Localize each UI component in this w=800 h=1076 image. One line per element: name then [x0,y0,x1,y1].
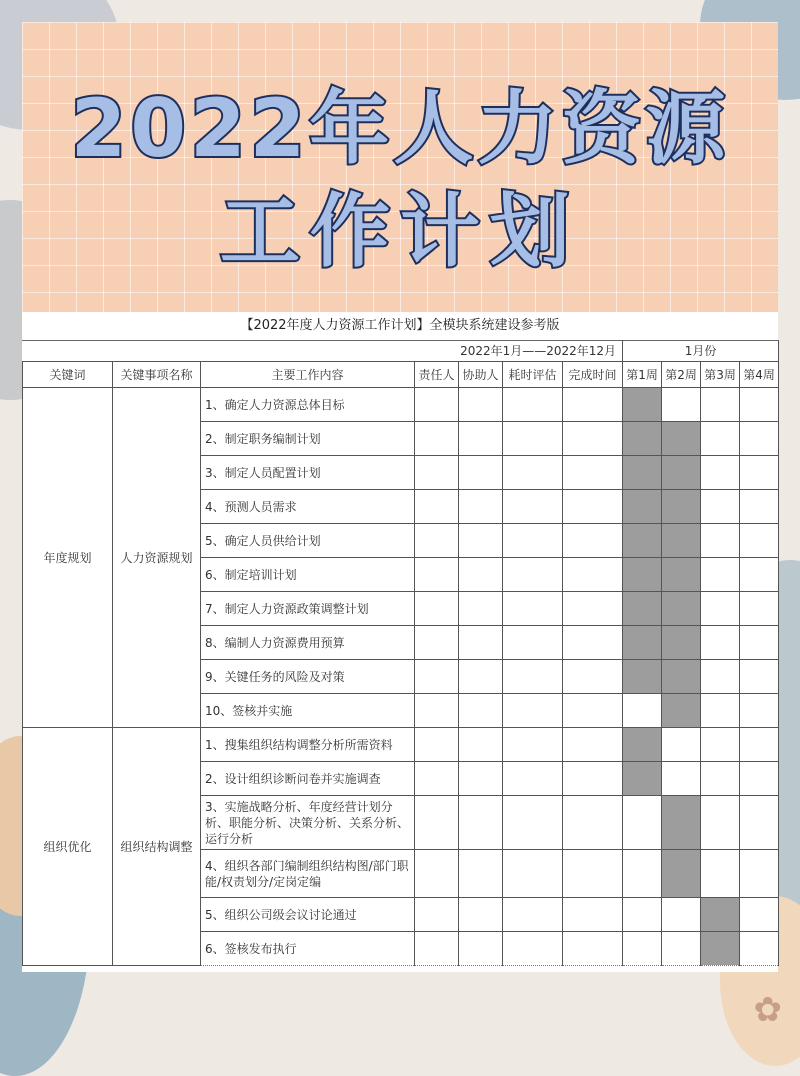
owner-cell [415,456,459,490]
column-header: 关键事项名称 [113,362,201,388]
due-cell [563,422,623,456]
column-header: 主要工作内容 [201,362,415,388]
due-cell [563,626,623,660]
effort-cell [503,592,563,626]
week-1-cell [623,728,662,762]
week-4-cell [740,728,779,762]
week-1-cell [623,422,662,456]
week-2-cell [662,388,701,422]
task-cell: 1、搜集组织结构调整分析所需资料 [201,728,415,762]
week-1-cell [623,558,662,592]
column-header: 责任人 [415,362,459,388]
week-3-cell [701,932,740,966]
assistant-cell [459,796,503,850]
due-cell [563,490,623,524]
week-1-cell [623,388,662,422]
week-1-cell [623,626,662,660]
due-cell [563,796,623,850]
owner-cell [415,524,459,558]
week-3-cell [701,898,740,932]
owner-cell [415,932,459,966]
week-2-cell [662,456,701,490]
due-cell [563,932,623,966]
effort-cell [503,762,563,796]
week-3-cell [701,728,740,762]
column-header: 第3周 [701,362,740,388]
task-cell: 3、实施战略分析、年度经营计划分析、职能分析、决策分析、关系分析、运行分析 [201,796,415,850]
week-4-cell [740,524,779,558]
assistant-cell [459,388,503,422]
week-1-cell [623,898,662,932]
week-4-cell [740,456,779,490]
due-cell [563,456,623,490]
task-cell: 2、制定职务编制计划 [201,422,415,456]
week-4-cell [740,660,779,694]
effort-cell [503,490,563,524]
period-range: 2022年1月——2022年12月 [23,340,623,362]
effort-cell [503,660,563,694]
task-cell: 4、组织各部门编制组织结构图/部门职能/权责划分/定岗定编 [201,850,415,898]
week-1-cell [623,762,662,796]
effort-cell [503,728,563,762]
header-row [23,362,779,388]
week-3-cell [701,592,740,626]
week-4-cell [740,388,779,422]
assistant-cell [459,422,503,456]
page-title-line2: 工作计划 [220,185,580,278]
week-3-cell [701,490,740,524]
week-3-cell [701,796,740,850]
effort-cell [503,626,563,660]
week-1-cell [623,850,662,898]
week-3-cell [701,850,740,898]
effort-cell [503,524,563,558]
due-cell [563,898,623,932]
keyword-cell: 年度规划 [23,388,113,728]
week-3-cell [701,660,740,694]
owner-cell [415,422,459,456]
week-2-cell [662,660,701,694]
owner-cell [415,762,459,796]
title-board [22,22,778,312]
effort-cell [503,456,563,490]
task-cell: 9、关键任务的风险及对策 [201,660,415,694]
period-row [23,340,779,362]
week-1-cell [623,660,662,694]
week-1-cell [623,490,662,524]
task-cell: 10、签核并实施 [201,694,415,728]
week-2-cell [662,558,701,592]
owner-cell [415,558,459,592]
period-month: 1月份 [623,340,779,362]
assistant-cell [459,592,503,626]
column-header: 第2周 [662,362,701,388]
owner-cell [415,694,459,728]
effort-cell [503,850,563,898]
assistant-cell [459,728,503,762]
week-4-cell [740,932,779,966]
week-4-cell [740,796,779,850]
task-cell: 6、制定培训计划 [201,558,415,592]
week-4-cell [740,762,779,796]
owner-cell [415,660,459,694]
assistant-cell [459,524,503,558]
week-3-cell [701,558,740,592]
column-header: 协助人 [459,362,503,388]
assistant-cell [459,850,503,898]
week-2-cell [662,762,701,796]
week-2-cell [662,898,701,932]
due-cell [563,592,623,626]
sheet-heading: 【2022年度人力资源工作计划】全模块系统建设参考版 [22,312,778,341]
assistant-cell [459,626,503,660]
week-3-cell [701,388,740,422]
week-3-cell [701,524,740,558]
table-row [23,388,779,422]
owner-cell [415,850,459,898]
assistant-cell [459,660,503,694]
week-4-cell [740,558,779,592]
assistant-cell [459,898,503,932]
plan-sheet [22,312,778,972]
week-4-cell [740,490,779,524]
page-title-line1: 2022年人力资源 [70,82,730,175]
table-body [23,388,779,966]
due-cell [563,388,623,422]
due-cell [563,850,623,898]
due-cell [563,762,623,796]
week-2-cell [662,694,701,728]
week-1-cell [623,592,662,626]
keyword-cell: 组织优化 [23,728,113,966]
task-cell: 4、预测人员需求 [201,490,415,524]
due-cell [563,558,623,592]
column-header: 第1周 [623,362,662,388]
week-2-cell [662,592,701,626]
week-2-cell [662,728,701,762]
task-cell: 6、签核发布执行 [201,932,415,966]
owner-cell [415,898,459,932]
owner-cell [415,796,459,850]
owner-cell [415,388,459,422]
assistant-cell [459,762,503,796]
owner-cell [415,490,459,524]
owner-cell [415,626,459,660]
column-header: 第4周 [740,362,779,388]
task-cell: 3、制定人员配置计划 [201,456,415,490]
week-2-cell [662,796,701,850]
assistant-cell [459,558,503,592]
week-4-cell [740,592,779,626]
task-cell: 7、制定人力资源政策调整计划 [201,592,415,626]
week-3-cell [701,626,740,660]
week-3-cell [701,694,740,728]
column-header: 完成时间 [563,362,623,388]
week-2-cell [662,422,701,456]
effort-cell [503,422,563,456]
task-cell: 5、确定人员供给计划 [201,524,415,558]
plan-table [22,340,779,966]
effort-cell [503,898,563,932]
week-3-cell [701,762,740,796]
week-4-cell [740,422,779,456]
week-3-cell [701,422,740,456]
due-cell [563,728,623,762]
task-cell: 8、编制人力资源费用预算 [201,626,415,660]
effort-cell [503,796,563,850]
due-cell [563,694,623,728]
week-2-cell [662,490,701,524]
assistant-cell [459,490,503,524]
flower-icon: ✿ [753,990,782,1030]
owner-cell [415,728,459,762]
week-4-cell [740,898,779,932]
week-1-cell [623,932,662,966]
week-4-cell [740,694,779,728]
task-cell: 5、组织公司级会议讨论通过 [201,898,415,932]
week-4-cell [740,850,779,898]
effort-cell [503,388,563,422]
week-1-cell [623,694,662,728]
column-header: 关键词 [23,362,113,388]
due-cell [563,524,623,558]
week-1-cell [623,456,662,490]
effort-cell [503,932,563,966]
week-1-cell [623,796,662,850]
effort-cell [503,694,563,728]
week-2-cell [662,626,701,660]
week-2-cell [662,850,701,898]
week-1-cell [623,524,662,558]
item-cell: 人力资源规划 [113,388,201,728]
week-2-cell [662,932,701,966]
owner-cell [415,592,459,626]
assistant-cell [459,932,503,966]
effort-cell [503,558,563,592]
task-cell: 2、设计组织诊断问卷并实施调查 [201,762,415,796]
due-cell [563,660,623,694]
week-3-cell [701,456,740,490]
week-4-cell [740,626,779,660]
column-header: 耗时评估 [503,362,563,388]
assistant-cell [459,694,503,728]
week-2-cell [662,524,701,558]
table-row [23,728,779,762]
assistant-cell [459,456,503,490]
item-cell: 组织结构调整 [113,728,201,966]
task-cell: 1、确定人力资源总体目标 [201,388,415,422]
